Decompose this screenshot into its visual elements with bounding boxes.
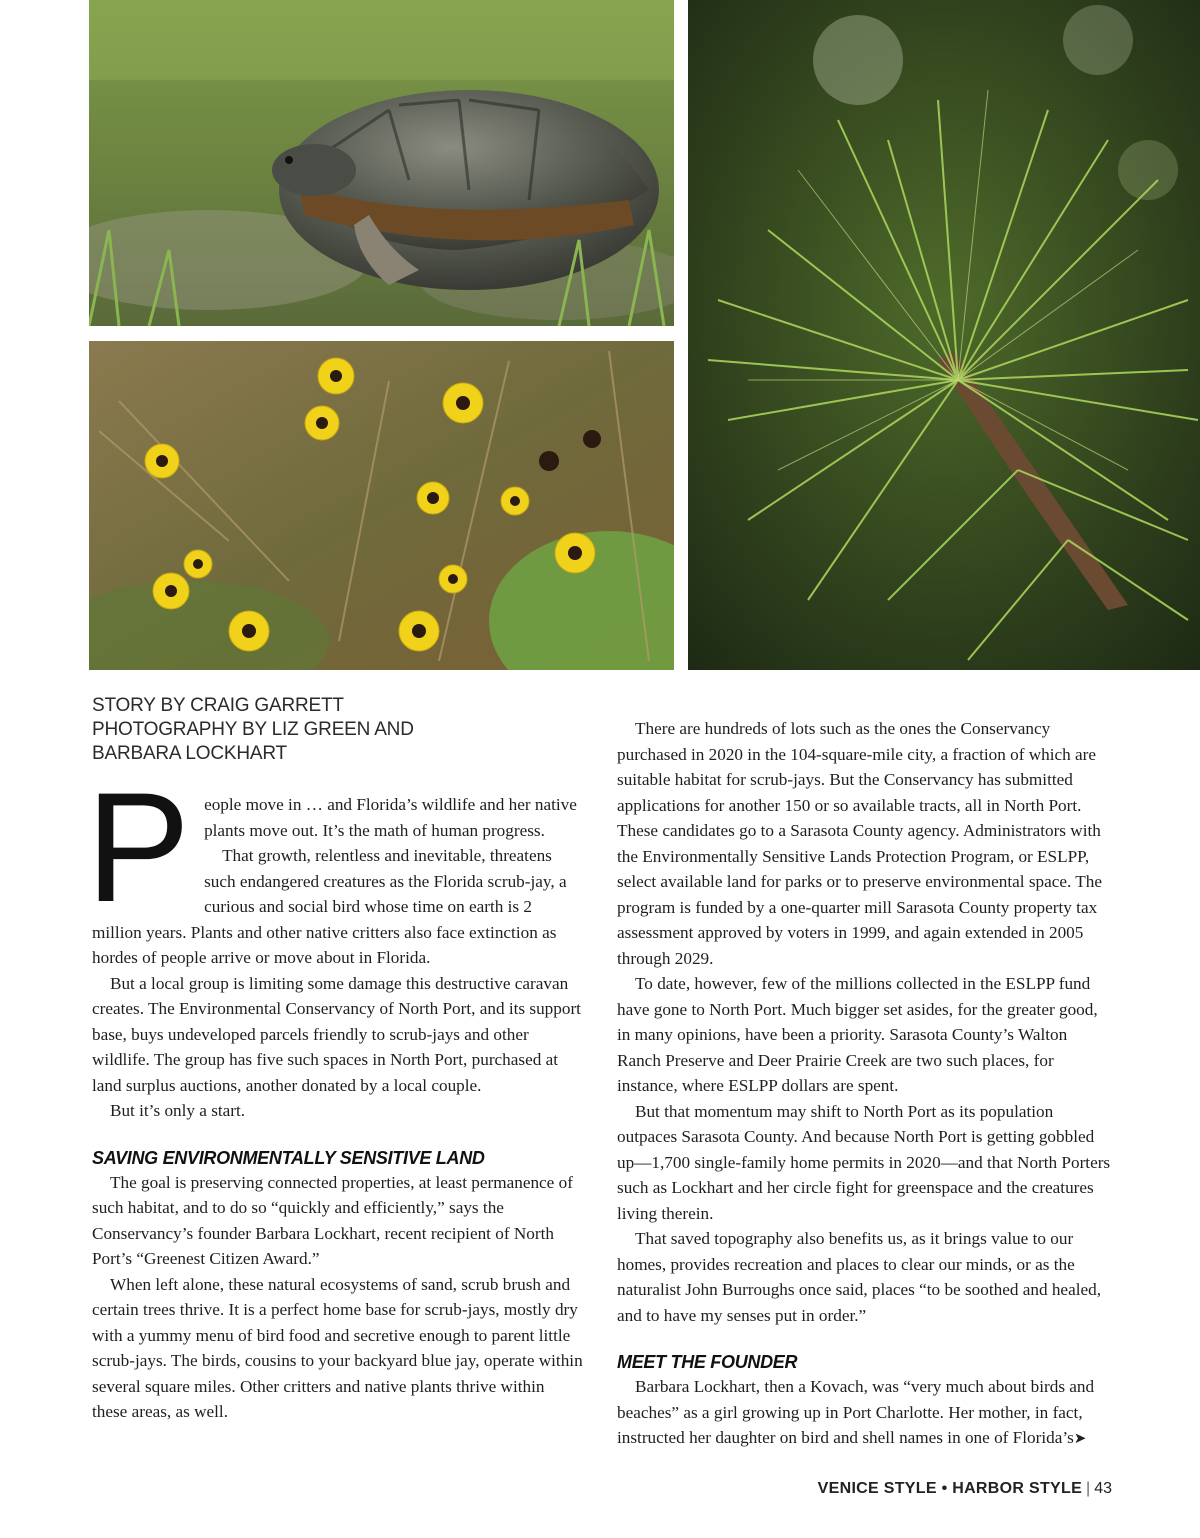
- wildflowers-illustration: [89, 341, 674, 670]
- pine-needles-illustration: [688, 0, 1200, 670]
- publication-name: VENICE STYLE • HARBOR STYLE: [817, 1480, 1083, 1497]
- photography-credit-continued: BARBARA LOCKHART: [92, 743, 287, 764]
- folio-separator: |: [1086, 1480, 1091, 1497]
- story-credits: [92, 694, 532, 766]
- article-paragraph: That growth, relentless and inevitable, threatens such endangered creatures as the Florida scrub-jay, a curious and social bird whose time on earth is 2 million years. Plants and other native critters also face extinction as hordes of people arrive or move about in Florida.: [92, 846, 567, 967]
- article-column-right: [617, 716, 1111, 1452]
- article-paragraph: That saved topography also benefits us, as it brings value to our homes, provides recreation and places to clear our minds, or as the naturalist John Burroughs once said, places “to be soothed and healed, and to have my senses put in order.”: [617, 1229, 1101, 1325]
- tortoise-illustration: [89, 0, 674, 326]
- page-folio: [818, 1480, 1112, 1498]
- section-heading: MEET THE FOUNDER: [617, 1352, 798, 1372]
- page-number: 43: [1094, 1480, 1112, 1497]
- article-paragraph: The goal is preserving connected properties, at least permanence of such habitat, and to do so “quickly and efficiently,” says the Conservancy’s founder Barbara Lockhart, recent recipient of North Port’s “Greenest Citizen Award.”: [92, 1172, 573, 1268]
- tortoise-photo: [89, 0, 674, 326]
- article-column-left: [86, 761, 584, 1425]
- article-paragraph: But it’s only a start.: [110, 1101, 246, 1120]
- article-paragraph: When left alone, these natural ecosystems of sand, scrub brush and certain trees thrive. It is a perfect home base for scrub-jays, mostly dry with a yummy menu of bird food and secretive enough to parent little scrub-jays. The birds, cousins to your backyard blue jay, operate within several square miles. Other critters and native plants thrive within these areas, as well.: [92, 1274, 583, 1421]
- section-heading: SAVING ENVIRONMENTALLY SENSITIVE LAND: [92, 1147, 485, 1168]
- article-paragraph: But a local group is limiting some damage this destructive caravan creates. The Environmental Conservancy of North Port, and its support base, buys undeveloped parcels friendly to scrub-jays and other wildlife. The group has five such spaces in North Port, purchased at land surplus auctions, another donated by a local couple.: [92, 973, 581, 1095]
- drop-cap: P: [86, 761, 191, 935]
- article-paragraph: There are hundreds of lots such as the ones the Conservancy purchased in 2020 in the 104-square-mile city, a fraction of which are suitable habitat for scrub-jays. But the Conservancy has submitted applications for another 150 or so available tracts, all in North Port. These candidates go to a Sarasota County agency. Administrators with the Environmentally Sensitive Lands Protection Program, or ESLPP, select available land for parks or to preserve environmental space. The program is funded by a one-quarter mill Sarasota County property tax assessment approved by voters in 1999, and again extended in 2005 through 2029.: [617, 719, 1103, 968]
- continue-arrow-icon: ➤: [1073, 1429, 1087, 1447]
- article-paragraph: To date, however, few of the millions collected in the ESLPP fund have gone to North Port. Much bigger set asides, for the greater good, in many opinions, have been a priority. Sarasota County’s Walton Ranch Preserve and Deer Prairie Creek are two such places, for instance, where ESLPP dollars are spent.: [617, 974, 1098, 1095]
- wildflowers-photo: [89, 341, 674, 670]
- article-paragraph: But that momentum may shift to North Port as its population outpaces Sarasota County. And because North Port is getting gobbled up—1,700 single-family home permits in 2020—and that North Porters such as Lockhart and her circle fight for greenspace and the creatures living therein.: [617, 1101, 1111, 1223]
- pine-needles-photo: [688, 0, 1200, 670]
- article-paragraph-continued: [617, 1374, 1111, 1452]
- article-paragraph: eople move in … and Florida’s wildlife and her native plants move out. It’s the math of human progress.: [204, 795, 577, 840]
- story-byline: STORY BY CRAIG GARRETT: [92, 695, 344, 716]
- photography-credit: PHOTOGRAPHY BY LIZ GREEN AND: [92, 719, 414, 740]
- article-paragraph-text: Barbara Lockhart, then a Kovach, was “very much about birds and beaches” as a girl growing up in Port Charlotte. Her mother, in fact, instructed her daughter on bird and shell names in one of Florida’s: [617, 1377, 1095, 1447]
